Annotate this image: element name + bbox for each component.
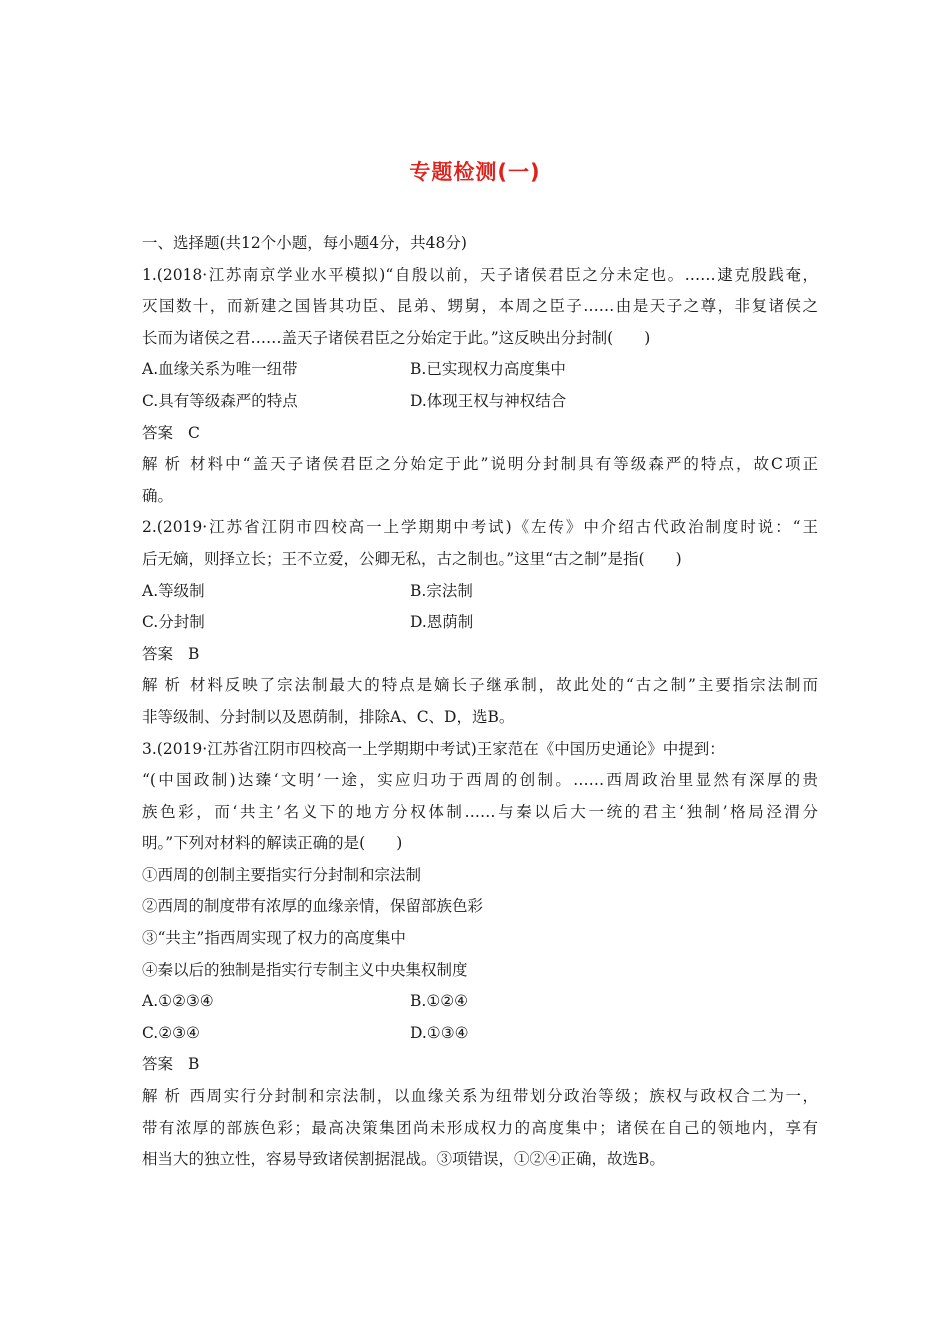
answer-label: 答案 (142, 644, 174, 663)
options-row (142, 986, 818, 1018)
question-3 (142, 734, 818, 1176)
analysis-text: 材料反映了宗法制最大的特点是嫡长子继承制，故此处的“古之制”主要指宗法制而 (188, 676, 818, 695)
question-text-line: 1.(2018·江苏南京学业水平模拟)“自殷以前，天子诸侯君臣之分未定也。……逮克殷践奄， (142, 265, 818, 284)
analysis-line: 带有浓厚的部族色彩；最高决策集团尚未形成权力的高度集中；诸侯在自己的领地内，享有 (142, 1118, 818, 1137)
options-row (142, 1018, 818, 1050)
analysis-line (142, 449, 818, 481)
statement-1: ①西周的创制主要指实行分封制和宗法制 (142, 865, 422, 884)
answer-label: 答案 (142, 1055, 174, 1074)
question-text-line: 明。”下列对材料的解读正确的是( ) (142, 834, 403, 853)
page-title: 专题检测(一) (409, 160, 541, 184)
statement-3: ③“共主”指西周实现了权力的高度集中 (142, 929, 406, 948)
answer-line (142, 1049, 818, 1081)
answer-value: B (188, 644, 200, 663)
question-text-line: 族色彩，而‘共主’名义下的地方分权体制……与秦以后大一统的君主‘独制’格局泾渭分 (142, 802, 818, 821)
question-text-line: 灭国数十，而新建之国皆其功臣、昆弟、甥舅，本周之臣子……由是天子之尊，非复诸侯之 (142, 297, 818, 316)
analysis-label: 解析 (142, 455, 180, 474)
analysis-line: 非等级制、分封制以及恩荫制，排除A、C、D，选B。 (142, 707, 515, 726)
question-2 (142, 512, 818, 733)
answer-line (142, 418, 818, 450)
option-a: A.等级制 (142, 581, 205, 600)
options-row (142, 354, 818, 386)
document-body (142, 228, 818, 1176)
statement-2: ②西周的制度带有浓厚的血缘亲情，保留部族色彩 (142, 897, 484, 916)
option-a: A.①②③④ (142, 992, 214, 1011)
question-1 (142, 260, 818, 513)
answer-label: 答案 (142, 423, 174, 442)
option-d: D.恩荫制 (410, 613, 474, 632)
analysis-line (142, 670, 818, 702)
option-b: B.已实现权力高度集中 (410, 360, 566, 379)
question-text-line: “(中国政制)达臻‘文明’一途，实应归功于西周的创制。……西周政治里显然有深厚的贵 (142, 771, 818, 790)
analysis-label: 解析 (142, 1087, 180, 1106)
option-c: C.具有等级森严的特点 (142, 391, 298, 410)
analysis-text: 西周实行分封制和宗法制，以血缘关系为纽带划分政治等级；族权与政权合二为一， (188, 1087, 818, 1106)
option-d: D.①③④ (410, 1023, 469, 1042)
options-row (142, 386, 818, 418)
option-b: B.①②④ (410, 992, 469, 1011)
section-header: 一、选择题(共12个小题，每小题4分，共48分) (142, 234, 467, 252)
analysis-text: 材料中“盖天子诸侯君臣之分始定于此”说明分封制具有等级森严的特点，故C项正 (188, 455, 818, 474)
analysis-line: 确。 (142, 486, 174, 505)
option-d: D.体现王权与神权结合 (410, 391, 567, 410)
option-c: C.分封制 (142, 613, 205, 632)
answer-line (142, 639, 818, 671)
answer-value: C (188, 423, 200, 442)
answer-value: B (188, 1055, 200, 1074)
analysis-line: 相当大的独立性，容易导致诸侯割据混战。③项错误，①②④正确，故选B。 (142, 1150, 665, 1169)
analysis-label: 解析 (142, 676, 180, 695)
options-row (142, 607, 818, 639)
question-text-line: 2.(2019·江苏省江阴市四校高一上学期期中考试)《左传》中介绍古代政治制度时说：“王 (142, 518, 818, 537)
option-b: B.宗法制 (410, 581, 473, 600)
option-c: C.②③④ (142, 1023, 200, 1042)
analysis-line (142, 1081, 818, 1113)
option-a: A.血缘关系为唯一纽带 (142, 360, 298, 379)
statement-4: ④秦以后的独制是指实行专制主义中央集权制度 (142, 960, 468, 979)
options-row (142, 576, 818, 608)
question-text-line: 后无嫡，则择立长；王不立爱，公卿无私，古之制也。”这里“古之制”是指( ) (142, 549, 682, 568)
question-text-line: 3.(2019·江苏省江阴市四校高一上学期期中考试)王家范在《中国历史通论》中提到： (142, 739, 725, 758)
question-text-line: 长而为诸侯之君……盖天子诸侯君臣之分始定于此。”这反映出分封制( ) (142, 328, 651, 347)
